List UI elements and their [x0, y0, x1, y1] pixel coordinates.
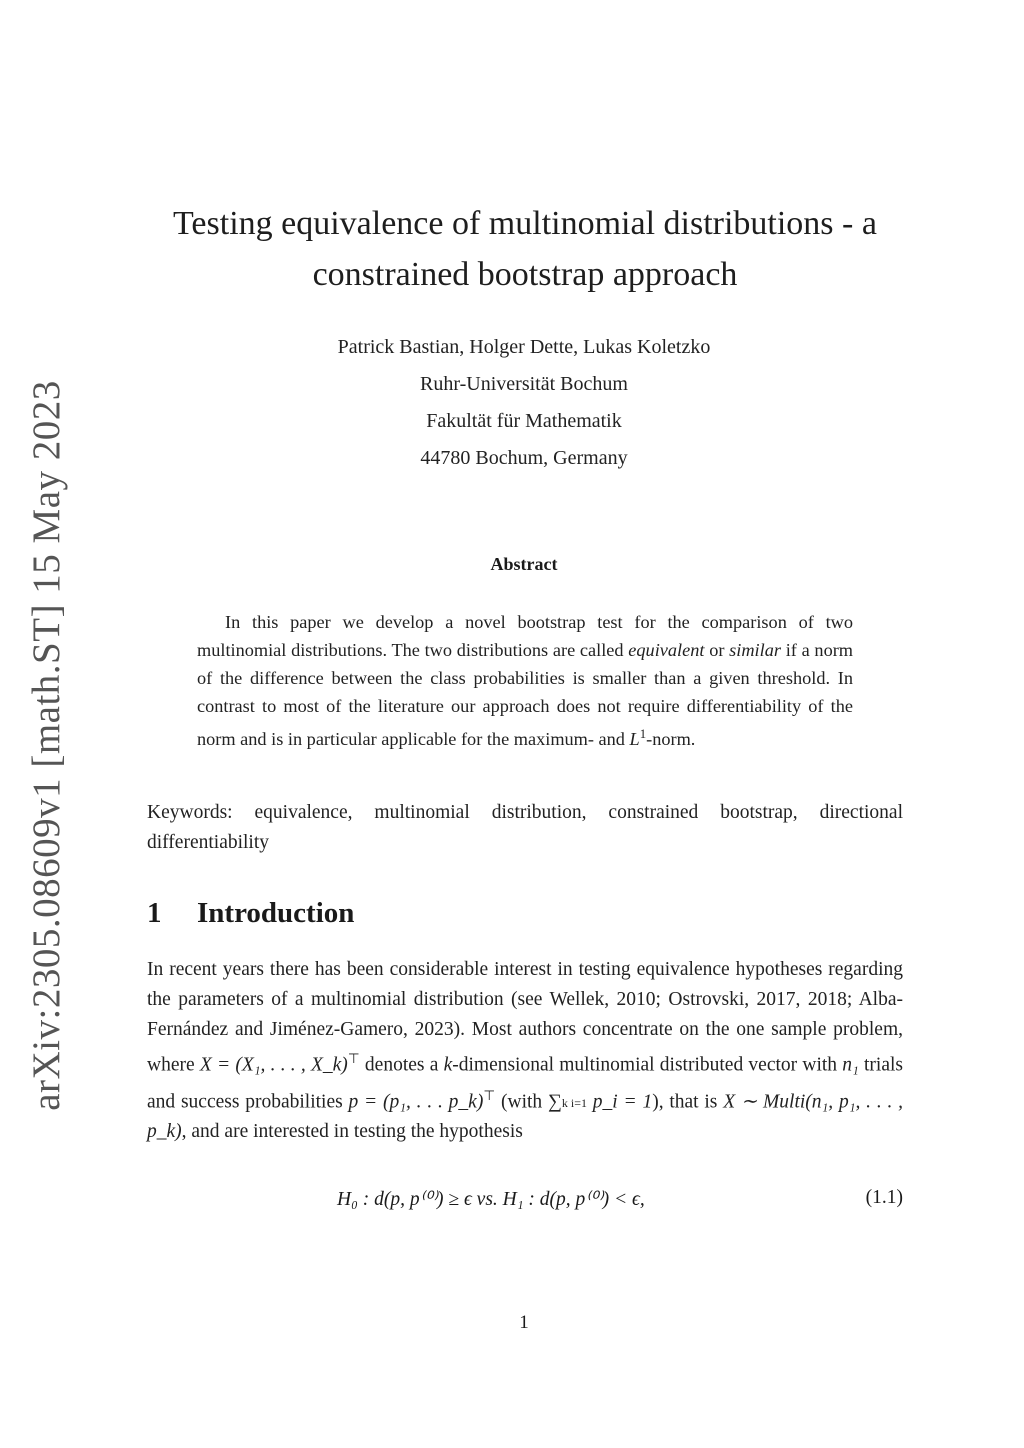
intro-math-n1: n₁	[842, 1054, 859, 1076]
intro-transpose-1: ⊤	[347, 1051, 360, 1067]
affiliation-faculty: Fakultät für Mathematik	[426, 410, 622, 432]
equation-body: H₀ : d(p, p⁽⁰⁾) ≥ ϵ vs. H₁ : d(p, p⁽⁰⁾) < ϵ,	[337, 1189, 645, 1210]
intro-sum-limits: k i=1	[561, 1095, 587, 1110]
equation-1-1	[147, 1187, 903, 1217]
abstract-paragraph	[197, 608, 853, 753]
abstract-norm-suffix: -norm.	[646, 729, 696, 750]
keywords: Keywords: equivalence, multinomial distribution, constrained bootstrap, directional differentiability	[147, 802, 903, 853]
intro-math-xdist: X ∼ Multi(n₁, p₁, . . . , p_k)	[147, 1091, 904, 1142]
intro-math-p: p = (p₁, . . . p_k)	[348, 1091, 484, 1113]
section-number: 1	[147, 897, 162, 929]
arxiv-side-identifier	[16, 379, 76, 1111]
affiliation-university: Ruhr-Universität Bochum	[420, 373, 628, 395]
equation-number: (1.1)	[865, 1187, 903, 1208]
abstract-heading: Abstract	[490, 554, 558, 574]
intro-math-k: k	[443, 1054, 453, 1076]
abstract-term-similar: similar	[729, 640, 781, 660]
affiliation-address: 44780 Bochum, Germany	[420, 447, 628, 469]
authors: Patrick Bastian, Holger Dette, Lukas Koletzko	[337, 336, 711, 358]
section-heading-introduction	[147, 897, 354, 930]
section-title: Introduction	[197, 897, 355, 929]
intro-sum-body: p_i = 1	[592, 1091, 653, 1113]
arxiv-id-text: arXiv:2305.08609v1 [math.ST] 15 May 2023	[24, 379, 68, 1111]
abstract-text-1: In this paper we develop a novel bootstrap test for the comparison of two multinomial distributions. The two distributions are called	[197, 612, 853, 660]
abstract-text-2: if a norm of the difference between the class probabilities is smaller than a given threshold. In contrast to most of the literature our approach does not require differentiability of the norm and is in particular applicable for the maximum- and	[197, 640, 854, 750]
abstract-L-sup: 1	[639, 727, 647, 741]
abstract-L: L	[629, 729, 640, 750]
abstract-term-equivalent: equivalent	[628, 640, 705, 660]
intro-transpose-2: ⊤	[483, 1087, 496, 1103]
intro-math-x: X = (X₁, . . . , X_k)	[199, 1054, 348, 1076]
intro-text-6: ), that is	[652, 1091, 718, 1113]
intro-text-5: (with	[501, 1091, 543, 1113]
page-number: 1	[519, 1312, 529, 1333]
intro-text-7: , and are interested in testing the hypothesis	[181, 1120, 523, 1142]
intro-text-3: -dimensional multinomial distributed vector with	[452, 1054, 838, 1076]
intro-text-1: In recent years there has been considerable interest in testing equivalence hypotheses regarding the parameters of a multinomial distribution (see Wellek, 2010; Ostrovski, 2017, 2018; Alba-Fernández and Jiménez-Gamero, 2023). Most authors concentrate on the one sample problem, where	[147, 959, 903, 1076]
intro-paragraph	[147, 955, 903, 1147]
abstract-body	[197, 608, 853, 753]
intro-text-4: trials and success probabilities	[147, 1054, 903, 1113]
paper-title: Testing equivalence of multinomial distributions - a constrained bootstrap approach	[173, 205, 877, 293]
abstract-or: or	[709, 640, 725, 660]
intro-sum-symbol: ∑	[547, 1091, 562, 1113]
intro-text-2: denotes a	[364, 1054, 439, 1076]
